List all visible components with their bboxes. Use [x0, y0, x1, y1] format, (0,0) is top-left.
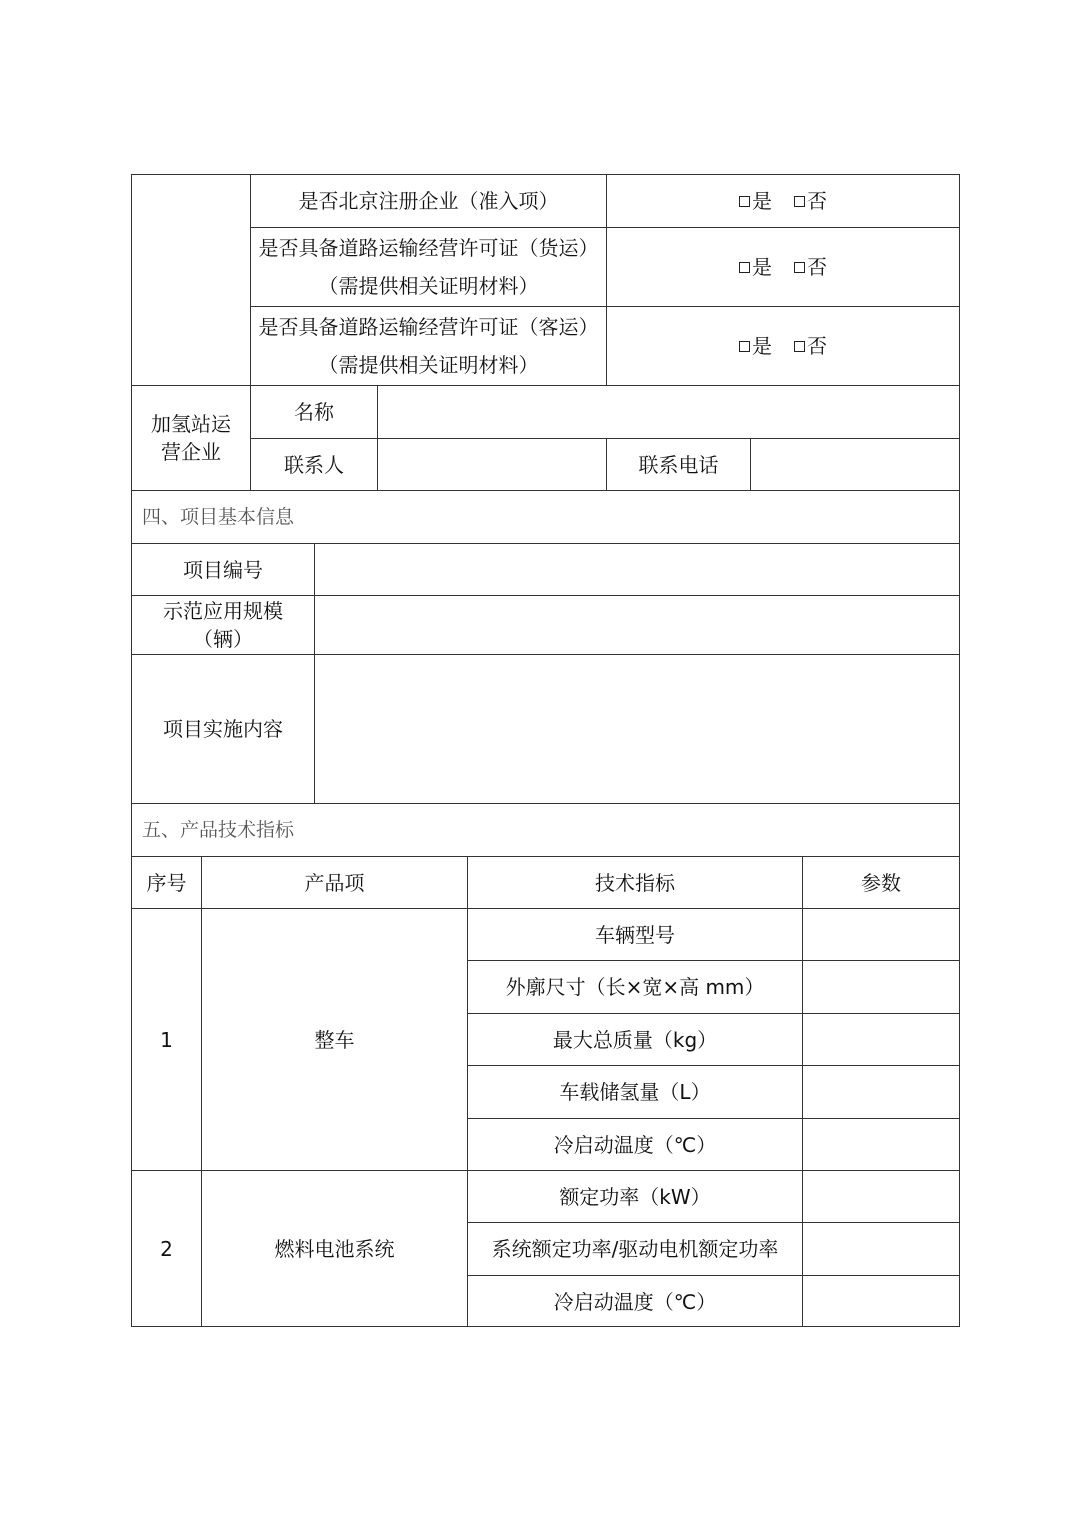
application-form: [131, 174, 960, 1327]
header-text: 序号: [146, 870, 187, 895]
header-seq: [132, 856, 201, 908]
indicator-text: 额定功率（kW）: [559, 1184, 711, 1209]
checkbox-icon: [794, 262, 805, 273]
section-4-title: [132, 491, 959, 543]
project-number-field[interactable]: [314, 543, 959, 595]
qualification-choice-1: [606, 175, 959, 227]
section-title-text: 五、产品技术指标: [142, 819, 295, 841]
param-field[interactable]: [802, 1275, 959, 1327]
no-checkbox[interactable]: [794, 248, 827, 286]
qualification-label-text: 是否具备道路运输经营许可证（客运）: [258, 315, 599, 339]
blank-left-cell: [132, 175, 250, 385]
group-seq: [132, 908, 201, 1170]
qualification-label-3: [250, 306, 606, 385]
indicator-cell: [467, 1013, 802, 1065]
qualification-label-1: [250, 175, 606, 227]
name-label-text: 名称: [294, 400, 334, 424]
section-5-title: [132, 804, 959, 856]
yes-label: 是: [752, 255, 772, 279]
param-field[interactable]: [802, 1065, 959, 1118]
qualification-note-text: （需提供相关证明材料）: [318, 274, 539, 298]
product-text: 燃料电池系统: [274, 1237, 395, 1261]
indicator-text: 系统额定功率/驱动电机额定功率: [491, 1237, 779, 1261]
group-seq: [132, 1170, 201, 1327]
qualification-label-2: [250, 227, 606, 306]
qualification-label-text: 是否北京注册企业（准入项）: [298, 189, 559, 213]
name-label: [250, 386, 377, 438]
project-number-label: [132, 543, 314, 595]
header-product: [201, 856, 467, 908]
yes-checkbox[interactable]: [739, 182, 772, 220]
header-text: 产品项: [304, 870, 365, 895]
group-product: [201, 908, 467, 1170]
seq-text: 2: [160, 1237, 173, 1261]
indicator-text: 外廓尺寸（长×宽×高 mm）: [505, 975, 765, 999]
no-label: 否: [807, 189, 827, 213]
header-text: 参数: [861, 870, 901, 895]
station-operator-section: [131, 385, 960, 490]
indicator-text: 车辆型号: [595, 922, 675, 947]
indicator-cell: [467, 1275, 802, 1327]
checkbox-icon: [739, 262, 750, 273]
product-text: 整车: [314, 1027, 355, 1052]
param-field[interactable]: [802, 1013, 959, 1065]
qualification-section: [131, 174, 960, 385]
param-field[interactable]: [802, 960, 959, 1013]
yes-checkbox[interactable]: [739, 248, 772, 286]
yes-label: 是: [752, 189, 772, 213]
indicator-text: 车载储氢量（L）: [559, 1080, 711, 1104]
content-label: [132, 654, 314, 803]
no-checkbox[interactable]: [794, 327, 827, 365]
indicator-cell: [467, 908, 802, 960]
station-operator-title: [132, 386, 250, 490]
qualification-choice-2: [606, 227, 959, 306]
indicator-text: 最大总质量（kg）: [552, 1027, 718, 1052]
group-product: [201, 1170, 467, 1327]
station-title-line: 加氢站运: [151, 412, 231, 436]
param-field[interactable]: [802, 1222, 959, 1275]
contact-label-text: 联系人: [284, 452, 344, 477]
phone-label-text: 联系电话: [638, 452, 719, 477]
checkbox-icon: [794, 196, 805, 207]
no-label: 否: [807, 255, 827, 279]
name-field[interactable]: [377, 386, 959, 438]
content-label-text: 项目实施内容: [163, 717, 283, 741]
qualification-label-text: 是否具备道路运输经营许可证（货运）: [258, 236, 599, 260]
contact-label: [250, 438, 377, 490]
indicator-cell: [467, 1170, 802, 1222]
header-param: [802, 856, 959, 908]
section-title-text: 四、项目基本信息: [142, 506, 295, 528]
param-field[interactable]: [802, 1118, 959, 1170]
qualification-note-text: （需提供相关证明材料）: [318, 353, 539, 377]
scale-label: [132, 595, 314, 654]
tech-spec-section: [131, 803, 960, 1327]
yes-label: 是: [752, 334, 772, 358]
phone-field[interactable]: [750, 438, 959, 490]
header-indicator: [467, 856, 802, 908]
scale-unit-text: （辆）: [193, 627, 253, 651]
scale-field[interactable]: [314, 595, 959, 654]
project-number-text: 项目编号: [183, 557, 263, 582]
station-title-line: 营企业: [161, 440, 221, 464]
yes-checkbox[interactable]: [739, 327, 772, 365]
no-checkbox[interactable]: [794, 182, 827, 220]
indicator-cell: [467, 1118, 802, 1170]
checkbox-icon: [739, 341, 750, 352]
project-info-section: [131, 490, 960, 803]
scale-label-text: 示范应用规模: [163, 599, 283, 623]
checkbox-icon: [794, 341, 805, 352]
param-field[interactable]: [802, 908, 959, 960]
seq-text: 1: [160, 1027, 173, 1052]
qualification-choice-3: [606, 306, 959, 385]
indicator-cell: [467, 1222, 802, 1275]
phone-label: [606, 438, 750, 490]
no-label: 否: [807, 334, 827, 358]
contact-field[interactable]: [377, 438, 606, 490]
content-field[interactable]: [314, 654, 959, 803]
indicator-cell: [467, 960, 802, 1013]
header-text: 技术指标: [595, 870, 675, 895]
indicator-text: 冷启动温度（℃）: [553, 1132, 717, 1157]
indicator-text: 冷启动温度（℃）: [553, 1289, 717, 1314]
indicator-cell: [467, 1065, 802, 1118]
checkbox-icon: [739, 196, 750, 207]
param-field[interactable]: [802, 1170, 959, 1222]
